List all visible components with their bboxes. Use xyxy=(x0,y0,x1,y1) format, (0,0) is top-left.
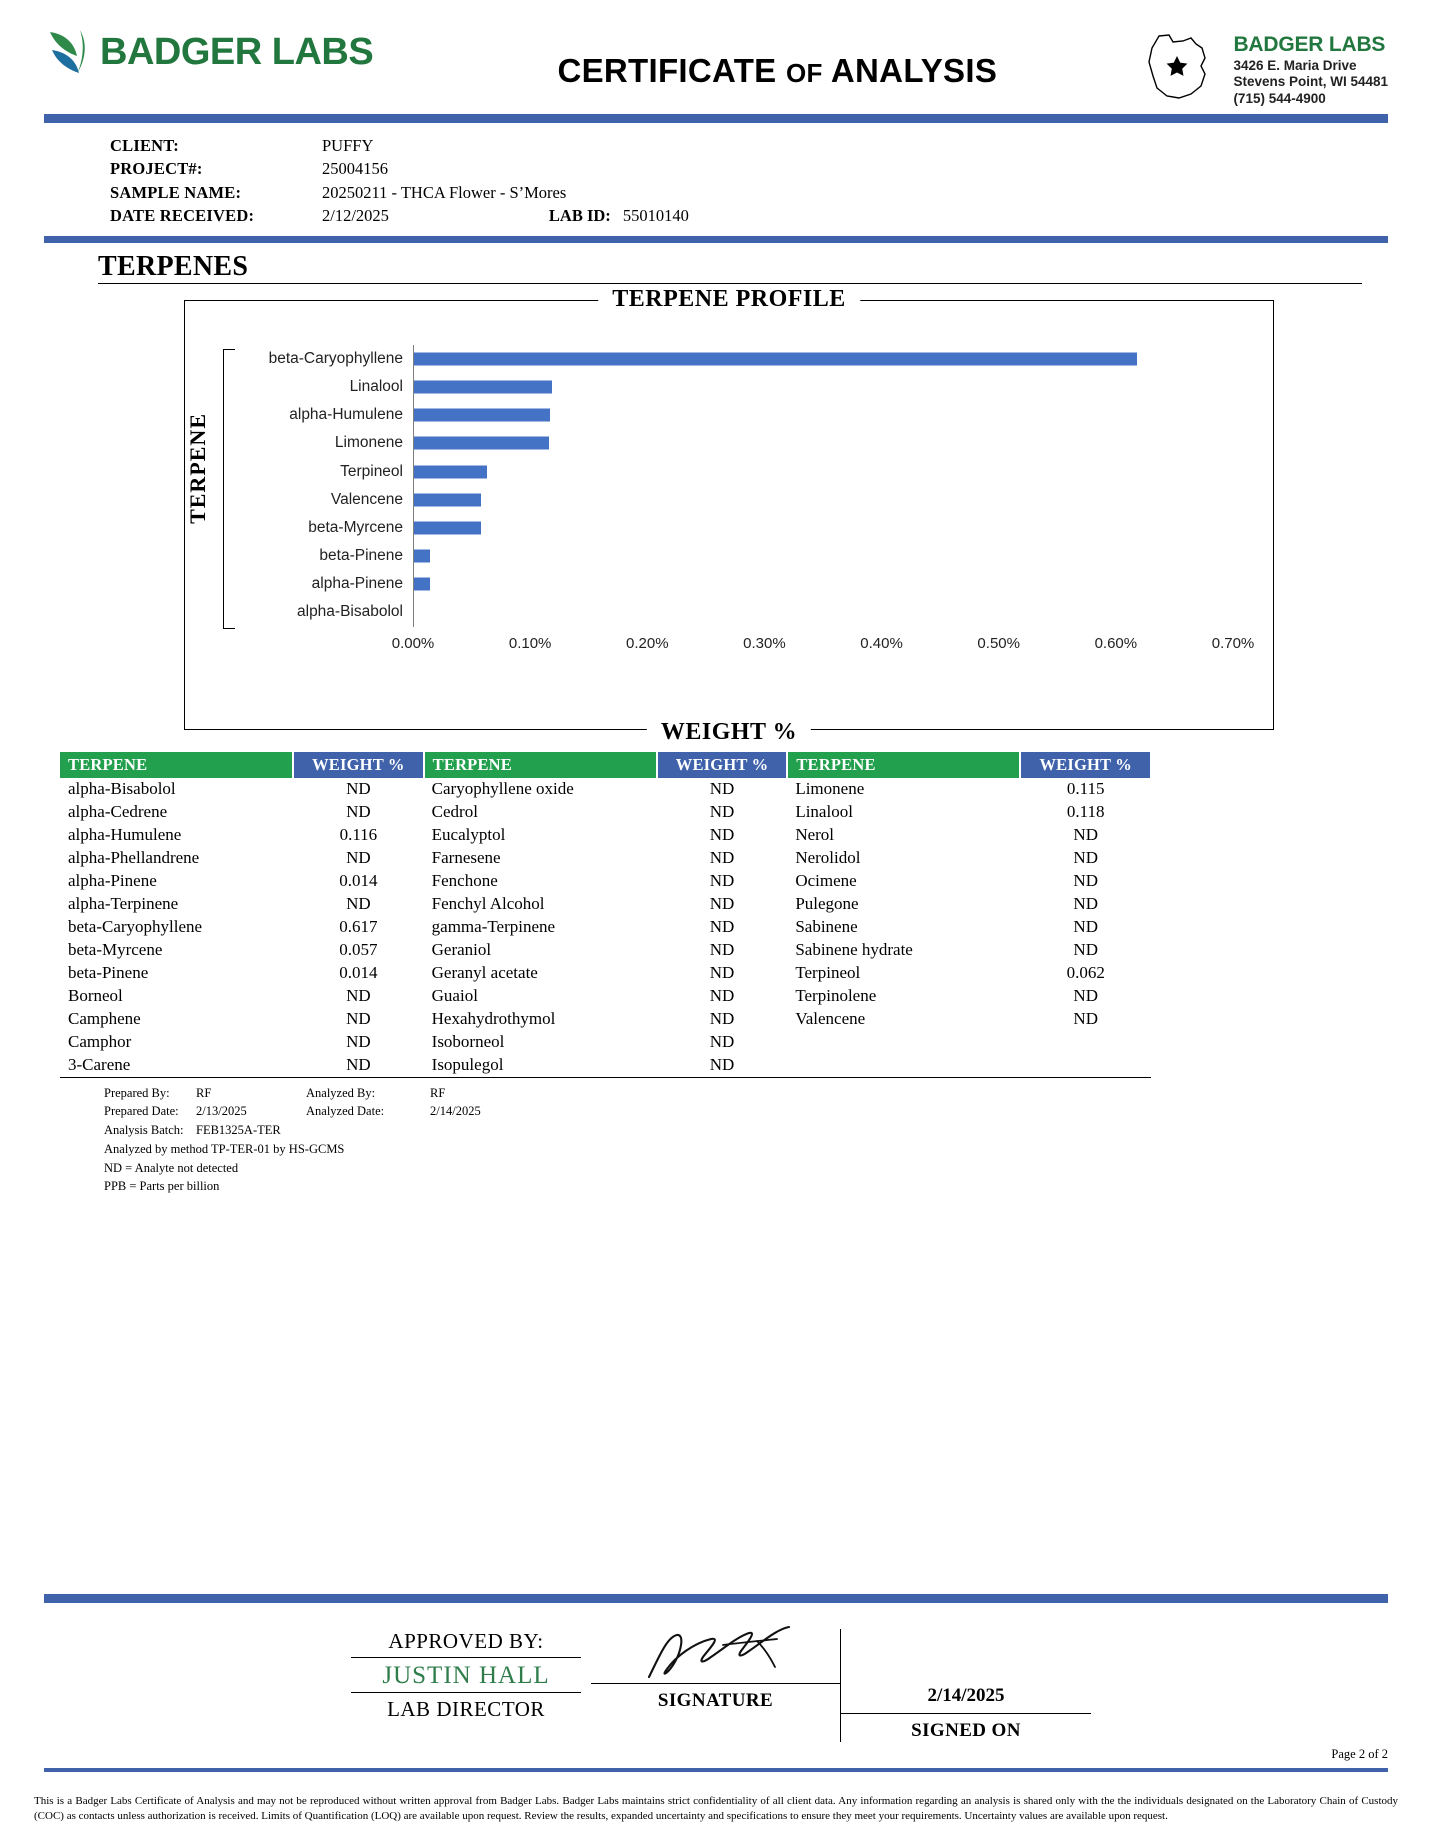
chart-bar-row xyxy=(289,401,1233,429)
table-cell-terpene: Hexahydrothymol xyxy=(431,1009,556,1029)
table-cell-weight: ND xyxy=(709,894,735,914)
table-cell-terpene: Fenchyl Alcohol xyxy=(431,894,545,914)
table-cell-terpene: Eucalyptol xyxy=(431,825,506,845)
table-cell-terpene: beta-Pinene xyxy=(68,963,149,983)
wisconsin-map-icon xyxy=(1139,32,1225,106)
table-cell-terpene: Fenchone xyxy=(431,871,498,891)
note-nd: ND = Analyte not detected xyxy=(104,1160,239,1175)
table-cell-weight: 0.062 xyxy=(1066,963,1105,983)
page-title xyxy=(557,52,997,90)
prepared-date-label: Prepared Date: xyxy=(104,1104,179,1119)
table-cell-weight: ND xyxy=(1073,917,1098,937)
table-cell-terpene: Borneol xyxy=(68,986,123,1006)
approver-role: LAB DIRECTOR xyxy=(387,1697,545,1721)
table-cell-weight: ND xyxy=(709,871,735,891)
table-cell-terpene: alpha-Humulene xyxy=(68,825,182,845)
batch-label: Analysis Batch: xyxy=(104,1123,184,1138)
handwritten-signature-icon xyxy=(637,1619,807,1694)
lab-id-label: LAB ID: xyxy=(548,206,611,226)
table-row xyxy=(60,1054,1151,1078)
section-rule xyxy=(98,283,1362,284)
chart-bar-row xyxy=(340,457,1233,485)
table-cell-weight: ND xyxy=(709,848,735,868)
table-cell-weight: 0.014 xyxy=(339,871,378,891)
table-row xyxy=(60,824,1151,847)
sample-name-label: SAMPLE NAME: xyxy=(110,182,242,202)
chart-bar xyxy=(414,409,550,422)
table-cell-terpene: Camphor xyxy=(68,1032,132,1052)
table-cell-terpene xyxy=(787,1031,1020,1054)
approved-by-rule xyxy=(351,1657,581,1658)
lab-phone: (715) 544-4900 xyxy=(1233,90,1326,106)
th-weight-2: WEIGHT % xyxy=(657,752,788,778)
table-cell-terpene: Cedrol xyxy=(431,802,478,822)
table-cell-weight: ND xyxy=(293,1054,424,1078)
chart-bar xyxy=(414,521,481,534)
chart-category-label: Terpineol xyxy=(340,462,403,480)
table-cell-weight: ND xyxy=(709,986,735,1006)
chart-category-label: Valencene xyxy=(330,490,403,508)
table-row xyxy=(60,939,1151,962)
signature-block xyxy=(591,1629,841,1742)
chart-x-tick: 0.50% xyxy=(977,634,1020,652)
analyzed-by-value: RF xyxy=(430,1085,446,1100)
table-cell-terpene: alpha-Phellandrene xyxy=(68,848,200,868)
chart-category-label: alpha-Humulene xyxy=(289,406,403,424)
signed-on-rule xyxy=(841,1713,1091,1714)
section-header xyxy=(44,251,1388,283)
info-row-date xyxy=(110,204,1388,227)
approved-by-label: APPROVED BY: xyxy=(388,1629,544,1653)
chart-category-label: beta-Pinene xyxy=(319,547,403,565)
table-cell-weight: 0.057 xyxy=(339,940,378,960)
chart-x-tick: 0.70% xyxy=(1211,634,1255,652)
chart-category-label: alpha-Pinene xyxy=(311,575,403,593)
signed-on-block xyxy=(841,1629,1091,1742)
table-cell-weight: ND xyxy=(1073,848,1098,868)
lab-address-block xyxy=(1139,32,1388,107)
chart-bars xyxy=(268,345,1233,627)
table-cell-terpene: Geraniol xyxy=(431,940,492,960)
chart-bar xyxy=(414,493,481,506)
table-cell-weight: ND xyxy=(1073,986,1098,1006)
table-cell-terpene: Ocimene xyxy=(795,871,857,891)
lab-id-value: 55010140 xyxy=(622,206,689,226)
info-divider-bar xyxy=(44,236,1388,243)
th-weight-1: WEIGHT % xyxy=(293,752,424,778)
prepared-by-value: RF xyxy=(196,1085,212,1100)
table-row xyxy=(60,847,1151,870)
info-row-sample xyxy=(110,181,1388,204)
footer-divider-bar xyxy=(44,1768,1388,1772)
table-cell-terpene xyxy=(787,1054,1020,1078)
signature-divider-bar xyxy=(44,1594,1388,1603)
analyzed-by-label: Analyzed By: xyxy=(306,1085,376,1100)
sample-name-value: 20250211 - THCA Flower - S’Mores xyxy=(322,182,567,202)
info-row-client xyxy=(110,134,1388,157)
chart-bar xyxy=(414,550,430,563)
table-cell-weight: 0.116 xyxy=(339,825,378,845)
section-title: TERPENES xyxy=(98,250,249,282)
chart-x-tick: 0.40% xyxy=(860,634,903,652)
sample-info xyxy=(44,127,1388,232)
table-cell-weight: 0.118 xyxy=(1066,802,1105,822)
table-cell-weight: 0.014 xyxy=(339,963,378,983)
chart-x-tick: 0.00% xyxy=(391,634,435,652)
table-cell-weight: ND xyxy=(709,779,735,799)
chart-x-tick: 0.20% xyxy=(626,634,669,652)
table-cell-weight: ND xyxy=(709,825,735,845)
badger-leaf-icon xyxy=(44,26,90,78)
table-cell-weight: ND xyxy=(346,1009,371,1029)
table-cell-terpene: Geranyl acetate xyxy=(431,963,538,983)
table-cell-weight: ND xyxy=(346,848,371,868)
table-cell-weight: ND xyxy=(709,940,735,960)
table-cell-weight: ND xyxy=(709,1032,735,1052)
table-cell-weight: ND xyxy=(346,894,371,914)
terpene-results-table xyxy=(60,752,1152,1078)
title-of: OF xyxy=(785,58,823,88)
th-weight-3: WEIGHT % xyxy=(1020,752,1151,778)
table-cell-weight: 0.115 xyxy=(1066,779,1105,799)
lab-name: BADGER LABS xyxy=(1233,33,1386,56)
approved-by-block xyxy=(341,1629,591,1742)
lab-address-text xyxy=(1233,32,1388,107)
chart-category-label: beta-Myrcene xyxy=(308,518,403,536)
chart-bar xyxy=(414,380,552,393)
brand-name: BADGER LABS xyxy=(100,30,374,73)
header-divider-bar xyxy=(44,114,1388,123)
table-cell-weight: ND xyxy=(709,802,735,822)
table-cell-weight: ND xyxy=(1073,894,1098,914)
chart-title: TERPENE PROFILE xyxy=(598,286,860,313)
table-cell-weight: ND xyxy=(1073,1009,1098,1029)
chart-x-tick: 0.60% xyxy=(1094,634,1138,652)
table-cell-weight: ND xyxy=(709,963,735,983)
table-cell-terpene: Nerolidol xyxy=(795,848,861,868)
table-cell-terpene: gamma-Terpinene xyxy=(431,917,556,937)
table-row xyxy=(60,778,1151,801)
chart-bar-row xyxy=(334,429,1233,457)
signature-label: SIGNATURE xyxy=(657,1690,774,1711)
table-cell-terpene: Farnesene xyxy=(431,848,501,868)
table-row xyxy=(60,1008,1151,1031)
chart-bar xyxy=(414,578,430,591)
page-number: Page 2 of 2 xyxy=(1331,1747,1388,1761)
note-batch xyxy=(104,1121,1388,1140)
address-line-2: Stevens Point, WI 54481 xyxy=(1233,74,1388,90)
chart-category-label: alpha-Bisabolol xyxy=(297,603,403,621)
table-cell-terpene: Nerol xyxy=(795,825,835,845)
table-row xyxy=(60,962,1151,985)
signature-area xyxy=(44,1594,1388,1742)
th-terpene-1: TERPENE xyxy=(60,752,293,778)
table-cell-terpene: 3-Carene xyxy=(60,1054,293,1078)
table-row xyxy=(60,893,1151,916)
table-cell-terpene: beta-Caryophyllene xyxy=(68,917,203,937)
table-cell-terpene: Guaiol xyxy=(431,986,478,1006)
analyzed-date-label: Analyzed Date: xyxy=(306,1104,385,1119)
table-cell-terpene: alpha-Cedrene xyxy=(68,802,168,822)
chart-plot-area xyxy=(268,345,1233,627)
table-cell-weight: ND xyxy=(709,1009,735,1029)
chart-bar-row xyxy=(308,514,1233,542)
title-certificate: CERTIFICATE xyxy=(557,52,777,89)
table-cell-weight: ND xyxy=(1073,940,1098,960)
table-cell-terpene: alpha-Bisabolol xyxy=(68,779,176,799)
table-cell-weight: ND xyxy=(346,802,371,822)
chart-y-axis-title: TERPENE xyxy=(185,412,210,524)
signature-row xyxy=(44,1629,1388,1742)
chart-x-tick: 0.10% xyxy=(508,634,552,652)
table-cell-terpene: Terpinolene xyxy=(795,986,877,1006)
table-cell-terpene: Caryophyllene oxide xyxy=(431,779,574,799)
table-cell-terpene: Limonene xyxy=(795,779,865,799)
table-cell-terpene: Linalool xyxy=(795,802,853,822)
table-cell-terpene: Valencene xyxy=(795,1009,866,1029)
table-cell-weight: ND xyxy=(1073,871,1098,891)
chart-bar-row xyxy=(297,598,1233,626)
chart-x-tick-labels xyxy=(391,634,1255,655)
approver-name: JUSTIN HALL xyxy=(382,1662,550,1689)
table-row xyxy=(60,916,1151,939)
table-row xyxy=(60,801,1151,824)
table-cell-terpene: Sabinene hydrate xyxy=(795,940,913,960)
chart-category-label: Linalool xyxy=(349,377,403,395)
terpene-results-table-wrap xyxy=(60,752,1152,1078)
chart-bar-row xyxy=(311,570,1233,598)
info-row-project xyxy=(110,157,1388,180)
footer-disclaimer: This is a Badger Labs Certificate of Analysis and may not be reproduced without written approval from Badger Labs. Badger Labs maintains strict confidentiality of all client data. Any information regarding an analysis is shared only with the the individuals designated on the Laboratory Chain of Custody (COC) as contacts unless authorization is received. Limits of Quantification (LOQ) are available upon request. Review the results, expanded uncertainty and specifications to ensure they meet your requirements. Uncertainty values are available upon request. xyxy=(34,1795,1398,1823)
chart-bar-row xyxy=(330,486,1233,514)
table-cell-terpene: Isopulegol xyxy=(424,1054,657,1078)
th-terpene-3: TERPENE xyxy=(787,752,1020,778)
date-received-label: DATE RECEIVED: xyxy=(110,206,255,226)
chart-category-label: Limonene xyxy=(334,434,403,452)
chart-y-axis-bracket xyxy=(223,349,235,629)
project-label: PROJECT#: xyxy=(110,159,203,179)
page-header xyxy=(44,0,1388,110)
prepared-date-value: 2/13/2025 xyxy=(196,1104,247,1119)
chart-x-tick: 0.30% xyxy=(743,634,786,652)
analyzed-date-value: 2/14/2025 xyxy=(430,1104,481,1119)
note-prepared-date xyxy=(104,1102,1388,1121)
table-row xyxy=(60,985,1151,1008)
chart-bar-row xyxy=(319,542,1233,570)
project-value: 25004156 xyxy=(322,159,388,179)
signed-date-value: 2/14/2025 xyxy=(927,1685,1005,1706)
table-cell-weight: ND xyxy=(1073,825,1098,845)
chart-x-axis-title: WEIGHT % xyxy=(647,719,811,746)
table-cell-weight: ND xyxy=(346,986,371,1006)
table-cell-terpene: Sabinene xyxy=(795,917,858,937)
th-terpene-2: TERPENE xyxy=(424,752,657,778)
table-cell-weight: 0.617 xyxy=(339,917,378,937)
batch-value: FEB1325A-TER xyxy=(196,1123,281,1138)
table-header-row xyxy=(60,752,1151,778)
table-cell-weight: ND xyxy=(346,779,371,799)
note-ppb: PPB = Parts per billion xyxy=(104,1179,220,1194)
table-cell-terpene: beta-Myrcene xyxy=(68,940,163,960)
table-cell-weight xyxy=(1020,1054,1151,1078)
table-cell-terpene: Camphene xyxy=(68,1009,141,1029)
table-cell-terpene: alpha-Terpinene xyxy=(68,894,179,914)
chart-bar-row xyxy=(349,373,1233,401)
prepared-by-label: Prepared By: xyxy=(104,1085,170,1100)
table-cell-terpene: Terpineol xyxy=(795,963,861,983)
table-cell-weight: ND xyxy=(657,1054,788,1078)
chart-bar-row xyxy=(268,345,1233,373)
table-row xyxy=(60,870,1151,893)
address-line-1: 3426 E. Maria Drive xyxy=(1233,57,1357,73)
table-cell-weight: ND xyxy=(709,917,735,937)
table-cell-weight xyxy=(1020,1031,1151,1054)
chart-bar xyxy=(414,465,487,478)
analysis-notes xyxy=(104,1084,1388,1197)
note-method: Analyzed by method TP-TER-01 by HS-GCMS xyxy=(104,1141,345,1156)
chart-category-label: beta-Caryophyllene xyxy=(268,349,403,367)
title-analysis: ANALYSIS xyxy=(830,52,998,89)
table-cell-weight: ND xyxy=(346,1032,371,1052)
signed-on-label: SIGNED ON xyxy=(911,1720,1021,1741)
table-cell-terpene: Isoborneol xyxy=(431,1032,505,1052)
date-received-value: 2/12/2025 xyxy=(322,206,389,226)
note-prepared-by xyxy=(104,1084,1388,1103)
brand-logo xyxy=(44,26,373,78)
client-value: PUFFY xyxy=(322,136,374,155)
approver-name-rule xyxy=(351,1692,581,1693)
chart-bar xyxy=(414,437,549,450)
table-cell-terpene: Pulegone xyxy=(795,894,859,914)
terpene-profile-chart xyxy=(184,285,1274,745)
client-label: CLIENT: xyxy=(110,136,179,155)
table-row xyxy=(60,1031,1151,1054)
chart-bar xyxy=(414,352,1137,365)
table-cell-terpene: alpha-Pinene xyxy=(68,871,157,891)
